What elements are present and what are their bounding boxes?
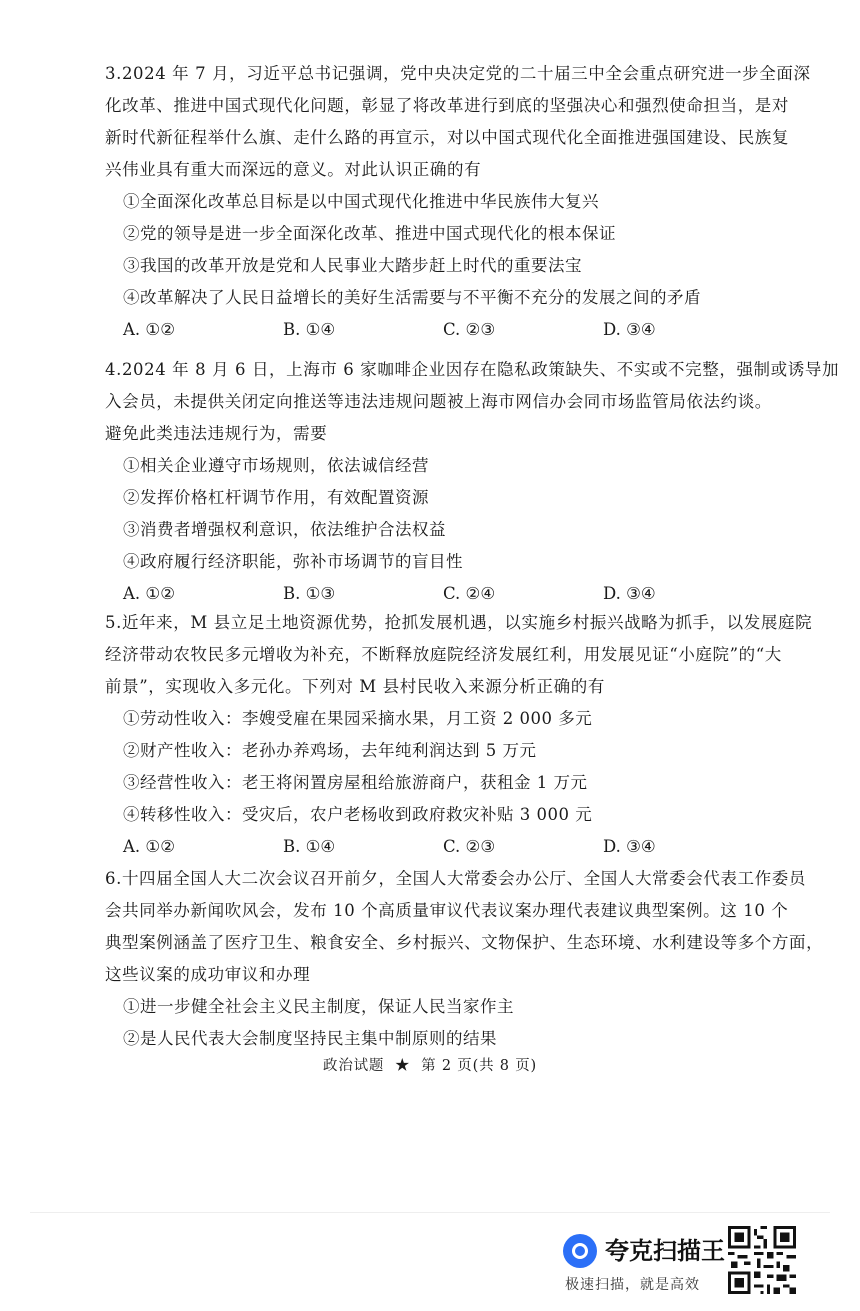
question-4: [105, 354, 840, 610]
question-stem-line: 经济带动农牧民多元增收为补充，不断释放庭院经济发展红利，用发展见证“小庭院”的“大: [105, 645, 782, 664]
question-option: ④政府履行经济职能，弥补市场调节的盲目性: [123, 552, 463, 571]
scanner-watermark: [563, 1230, 725, 1293]
question-stem-line: 这些议案的成功审议和办理: [105, 965, 311, 984]
quark-logo-icon: [563, 1234, 597, 1268]
answer-choices: [105, 831, 785, 863]
question-stem-line: 典型案例涵盖了医疗卫生、粮食安全、乡村振兴、文物保护、生态环境、水利建设等多个方面，: [105, 933, 824, 952]
choice-c: C. ②④: [443, 584, 496, 603]
choice-a: A. ①②: [123, 320, 175, 339]
choice-b: B. ①④: [283, 837, 336, 856]
question-6: [105, 863, 824, 1055]
brand-name: 夸克扫描王: [605, 1237, 725, 1265]
question-option: ②党的领导是进一步全面深化改革、推进中国式现代化的根本保证: [123, 224, 616, 243]
question-stem-line: 避免此类违法违规行为，需要: [105, 424, 328, 443]
question-option: ③消费者增强权利意识，依法维护合法权益: [123, 520, 446, 539]
choice-d: D. ③④: [603, 584, 656, 603]
question-stem-line: 入会员，未提供关闭定向推送等违法违规问题被上海市网信办会同市场监管局依法约谈。: [105, 392, 772, 411]
question-stem-line: 5.近年来，M 县立足土地资源优势，抢抓发展机遇，以实施乡村振兴战略为抓手，以发展庭院: [105, 613, 813, 632]
choice-a: A. ①②: [123, 584, 175, 603]
question-stem-line: 新时代新征程举什么旗、走什么路的再宣示，对以中国式现代化全面推进强国建设、民族复: [105, 128, 789, 147]
question-stem-line: 会共同举办新闻吹风会，发布 10 个高质量审议代表议案办理代表建议典型案例。这 10 个: [105, 901, 789, 920]
question-option: ①进一步健全社会主义民主制度，保证人民当家作主: [123, 997, 514, 1016]
choice-a: A. ①②: [123, 837, 175, 856]
page-footer: 政治试题 ★ 第 2 页(共 8 页): [323, 1058, 537, 1074]
question-3: [105, 58, 811, 346]
question-option: ③经营性收入：老王将闲置房屋租给旅游商户，获租金 1 万元: [123, 773, 588, 792]
question-stem-line: 6.十四届全国人大二次会议召开前夕，全国人大常委会办公厅、全国人大常委会代表工作委员: [105, 869, 806, 888]
question-5: [105, 607, 813, 863]
qr-code-icon: [728, 1226, 796, 1294]
question-option: ④转移性收入：受灾后，农户老杨收到政府救灾补贴 3 000 元: [123, 805, 593, 824]
question-stem-line: 化改革、推进中国式现代化问题，彰显了将改革进行到底的坚强决心和强烈使命担当，是对: [105, 96, 789, 115]
choice-c: C. ②③: [443, 320, 496, 339]
question-option: ②财产性收入：老孙办养鸡场，去年纯利润达到 5 万元: [123, 741, 537, 760]
question-option: ①相关企业遵守市场规则，依法诚信经营: [123, 456, 429, 475]
answer-choices: [105, 578, 785, 610]
question-option: ②是人民代表大会制度坚持民主集中制原则的结果: [123, 1029, 497, 1048]
choice-d: D. ③④: [603, 320, 656, 339]
question-option: ①全面深化改革总目标是以中国式现代化推进中华民族伟大复兴: [123, 192, 599, 211]
question-stem-line: 3.2024 年 7 月，习近平总书记强调，党中央决定党的二十届三中全会重点研究进一步全面深: [105, 64, 811, 83]
brand-tagline: 极速扫描，就是高效: [565, 1277, 700, 1293]
question-option: ③我国的改革开放是党和人民事业大踏步赶上时代的重要法宝: [123, 256, 582, 275]
question-stem-line: 前景”，实现收入多元化。下列对 M 县村民收入来源分析正确的有: [105, 677, 605, 696]
choice-c: C. ②③: [443, 837, 496, 856]
choice-b: B. ①③: [283, 584, 336, 603]
divider: [30, 1212, 830, 1213]
question-option: ②发挥价格杠杆调节作用，有效配置资源: [123, 488, 429, 507]
answer-choices: [105, 314, 785, 346]
choice-b: B. ①④: [283, 320, 336, 339]
question-option: ④改革解决了人民日益增长的美好生活需要与不平衡不充分的发展之间的矛盾: [123, 288, 701, 307]
question-stem-line: 兴伟业具有重大而深远的意义。对此认识正确的有: [105, 160, 482, 179]
choice-d: D. ③④: [603, 837, 656, 856]
question-option: ①劳动性收入：李嫂受雇在果园采摘水果，月工资 2 000 多元: [123, 709, 593, 728]
question-stem-line: 4.2024 年 8 月 6 日，上海市 6 家咖啡企业因存在隐私政策缺失、不实或不完整，强制或诱导加: [105, 360, 840, 379]
